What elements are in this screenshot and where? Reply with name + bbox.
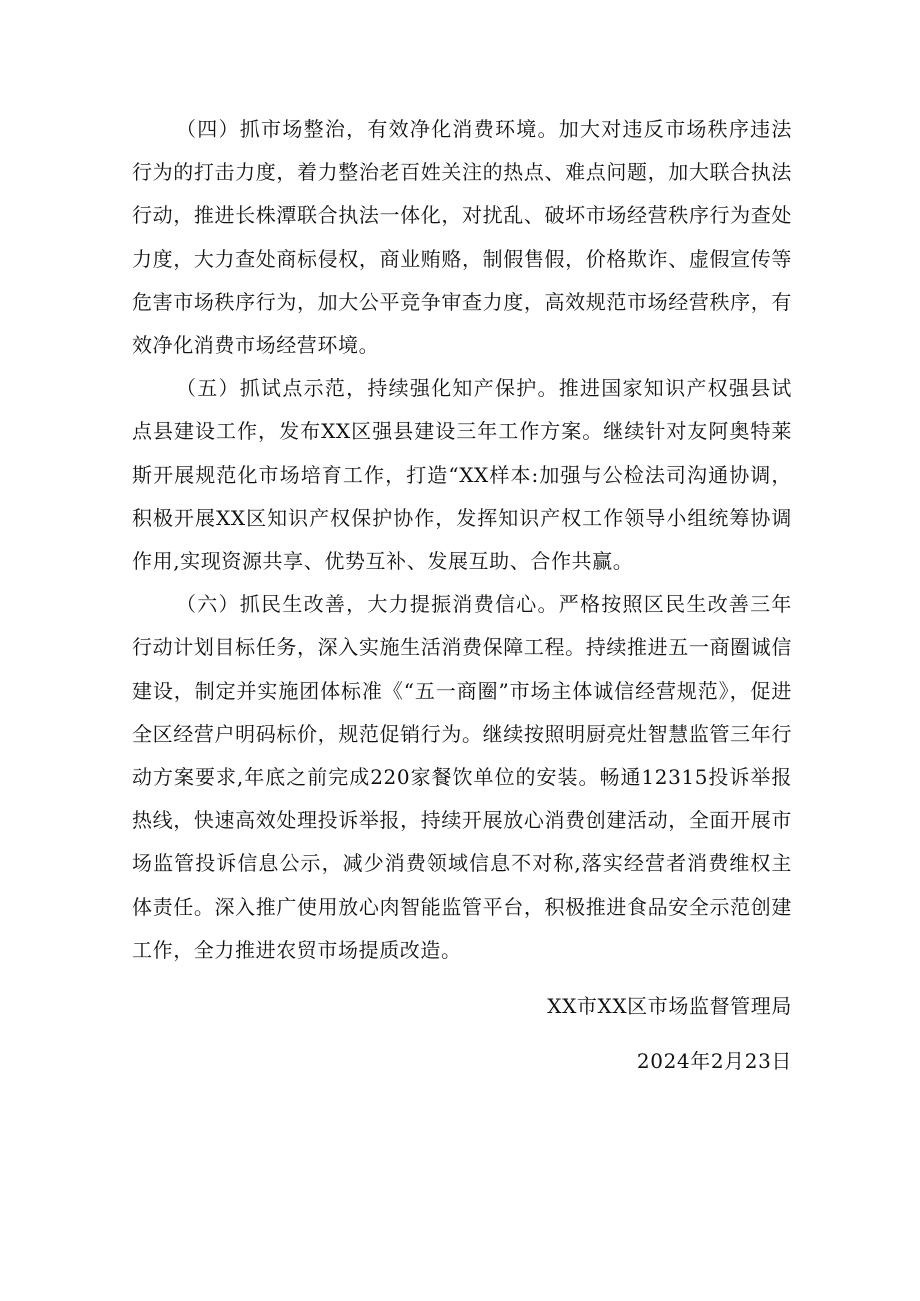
signature-date: 2024年2月23日 <box>636 1049 792 1073</box>
paragraph-section-6: （六）抓民生改善，大力提振消费信心。严格按照区民生改善三年行动计划目标任务，深入实施生活消费保障工程。持续推进五一商圈诚信建设，制定并实施团体标准《“五一商圈”市场主体诚信经营规范》，促进全区经营户明码标价，规范促销行为。继续按照明厨亮灶智慧监管三年行动方案要求,年底之前完成220家餐饮单位的安装。畅通12315投诉举报热线，快速高效处理投诉举报，持续开展放心消费创建活动，全面开展市场监管投诉信息公示，减少消费领域信息不对称,落实经营者消费维权主体责任。深入推广使用放心肉智能监管平台，积极推进食品安全示范创建工作，全力推进农贸市场提质改造。 <box>132 592 792 962</box>
document-body <box>132 108 792 972</box>
signature-organization: XX市XX区市场监督管理局 <box>547 994 792 1018</box>
paragraph-section-5: （五）抓试点示范，持续强化知产保护。推进国家知识产权强县试点县建设工作，发布XX区强县建设三年工作方案。继续针对友阿奥特莱斯开展规范化市场培育工作，打造“XX样本:加强与公检法司沟通协调，积极开展XX区知识产权保护协作，发挥知识产权工作领导小组统筹协调作用,实现资源共享、优势互补、发展互助、合作共赢。 <box>132 376 792 574</box>
paragraph-section-4: （四）抓市场整治，有效净化消费环境。加大对违反市场秩序违法行为的打击力度，着力整治老百姓关注的热点、难点问题，加大联合执法行动，推进长株潭联合执法一体化，对扰乱、破坏市场经营秩序行为查处力度，大力查处商标侵权，商业贿赂，制假售假，价格欺诈、虚假宣传等危害市场秩序行为，加大公平竞争审查力度，高效规范市场经营秩序，有效净化消费市场经营环境。 <box>132 117 792 358</box>
